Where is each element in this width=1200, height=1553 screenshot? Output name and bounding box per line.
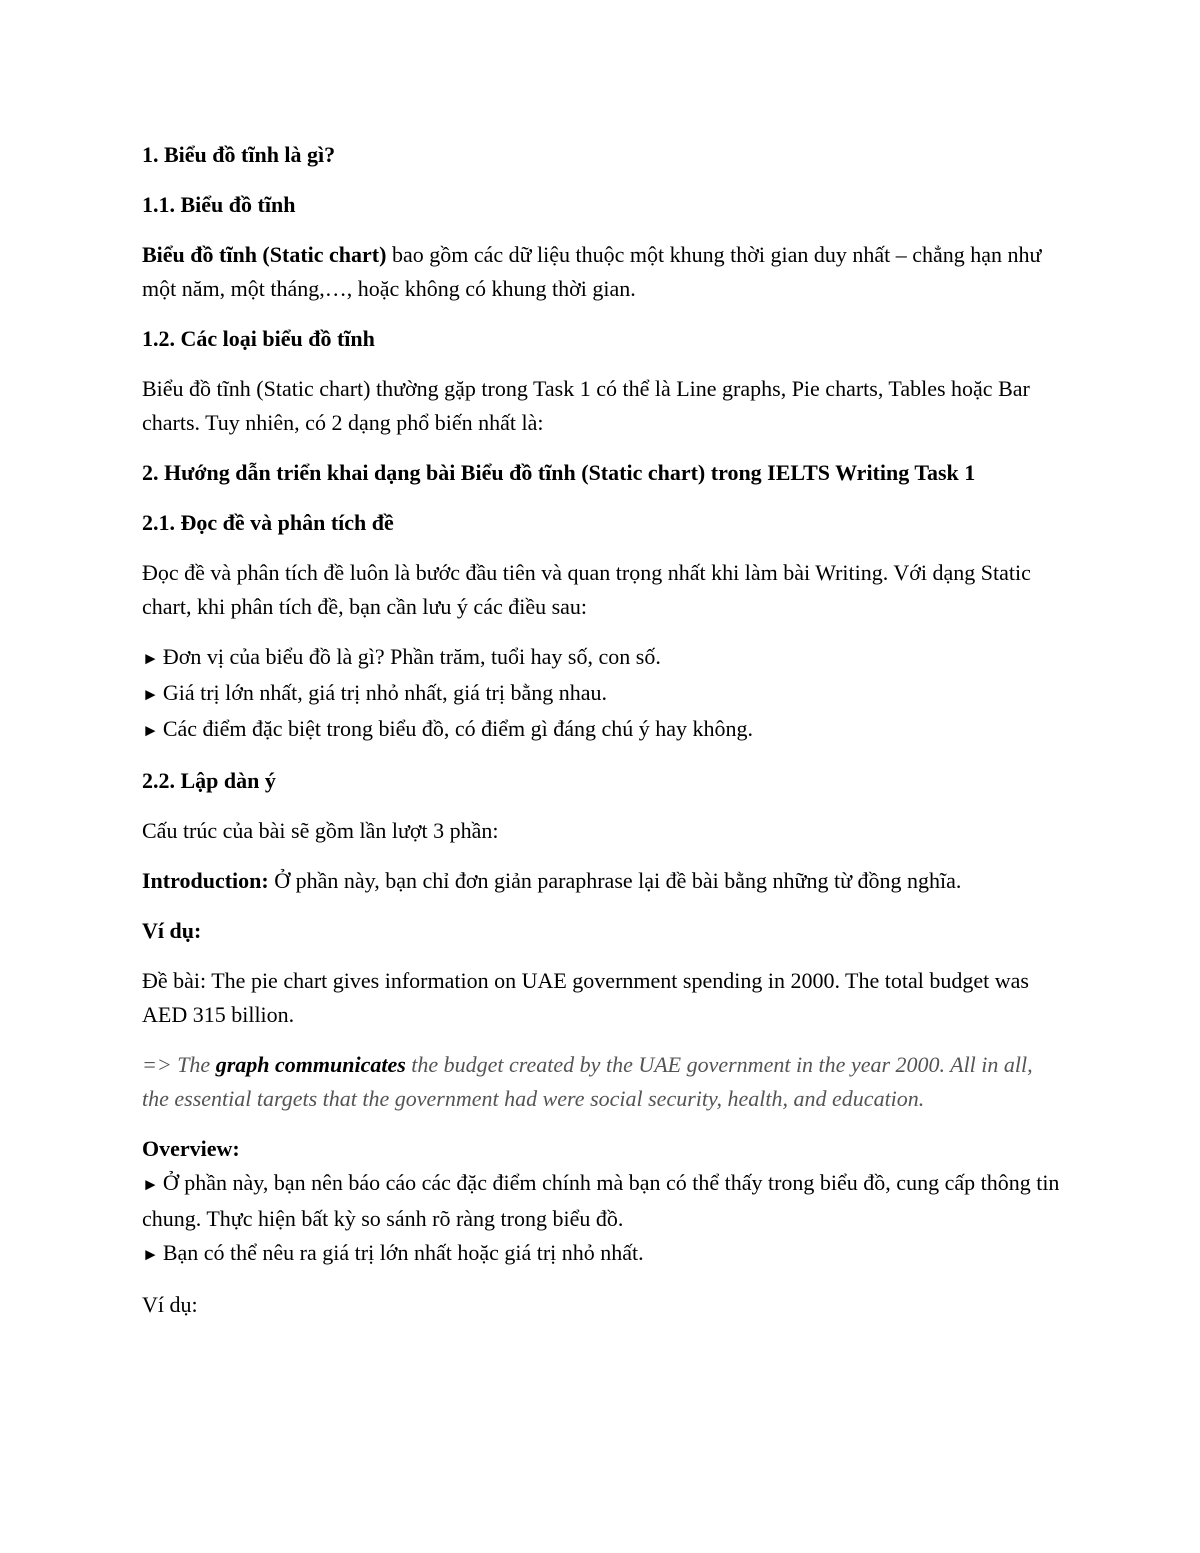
- answer-highlight: graph communicates: [215, 1052, 406, 1077]
- paragraph-chart-types: Biểu đồ tĩnh (Static chart) thường gặp trong Task 1 có thể là Line graphs, Pie charts, Tables hoặc Bar charts. Tuy nhiên, có 2 dạng phổ biến nhất là:: [142, 376, 1030, 435]
- paragraph-static-chart-definition: [142, 238, 1062, 306]
- heading-2: 2. Hướng dẫn triển khai dạng bài Biểu đồ tĩnh (Static chart) trong IELTS Writing Task 1: [142, 460, 976, 485]
- heading-2-2: 2.2. Lập dàn ý: [142, 768, 276, 793]
- list-item: ► Đơn vị của biểu đồ là gì? Phần trăm, tuổi hay số, con số.: [142, 644, 661, 669]
- example-label-2: Ví dụ:: [142, 1292, 198, 1317]
- list-item: ► Giá trị lớn nhất, giá trị nhỏ nhất, giá trị bằng nhau.: [142, 680, 608, 705]
- bullet-arrow-icon: ►: [142, 649, 159, 668]
- heading-1-1: 1.1. Biểu đồ tĩnh: [142, 192, 296, 217]
- heading-1: 1. Biểu đồ tĩnh là gì?: [142, 142, 336, 167]
- introduction-text: Ở phần này, bạn chỉ đơn giản paraphrase lại đề bài bằng những từ đồng nghĩa.: [268, 868, 962, 893]
- paragraph-introduction: [142, 864, 1062, 898]
- paragraph-prompt: Đề bài: The pie chart gives information on UAE government spending in 2000. The total budget was AED 315 billion.: [142, 968, 1029, 1027]
- paragraph-read-analyze: Đọc đề và phân tích đề luôn là bước đầu tiên và quan trọng nhất khi làm bài Writing. Với dạng Static chart, khi phân tích đề, bạn cần lưu ý các điều sau:: [142, 560, 1031, 619]
- document-page: [142, 138, 1062, 1338]
- overview-label: Overview:: [142, 1136, 240, 1161]
- overview-block: [142, 1132, 1062, 1272]
- bullet-arrow-icon: ►: [142, 721, 159, 740]
- bullet-arrow-icon: ►: [142, 685, 159, 704]
- bullet-arrow-icon: ►: [142, 1245, 159, 1264]
- heading-2-1: 2.1. Đọc đề và phân tích đề: [142, 510, 394, 535]
- paragraph-structure: Cấu trúc của bài sẽ gồm lần lượt 3 phần:: [142, 818, 499, 843]
- paragraph-example-answer: => The graph communicates the budget created by the UAE government in the year 2000. All in all, the essential targets that the government had were social security, health, and education.: [142, 1052, 1033, 1111]
- definition-text: bao gồm các dữ liệu thuộc một khung thời gian duy nhất – chẳng hạn như một năm, một tháng,…, hoặc không có khung thời gian.: [142, 242, 1042, 301]
- heading-1-2: 1.2. Các loại biểu đồ tĩnh: [142, 326, 375, 351]
- analysis-bullet-list: [142, 640, 1062, 748]
- bullet-arrow-icon: ►: [142, 1175, 159, 1194]
- term-static-chart: Biểu đồ tĩnh (Static chart): [142, 242, 387, 267]
- list-item: ► Bạn có thể nêu ra giá trị lớn nhất hoặc giá trị nhỏ nhất.: [142, 1240, 644, 1265]
- list-item: ► Ở phần này, bạn nên báo cáo các đặc điểm chính mà bạn có thể thấy trong biểu đồ, cung cấp thông tin chung. Thực hiện bất kỳ so sánh rõ ràng trong biểu đồ.: [142, 1170, 1060, 1231]
- example-label: Ví dụ:: [142, 918, 202, 943]
- list-item: ► Các điểm đặc biệt trong biểu đồ, có điểm gì đáng chú ý hay không.: [142, 716, 754, 741]
- introduction-label: Introduction:: [142, 868, 269, 893]
